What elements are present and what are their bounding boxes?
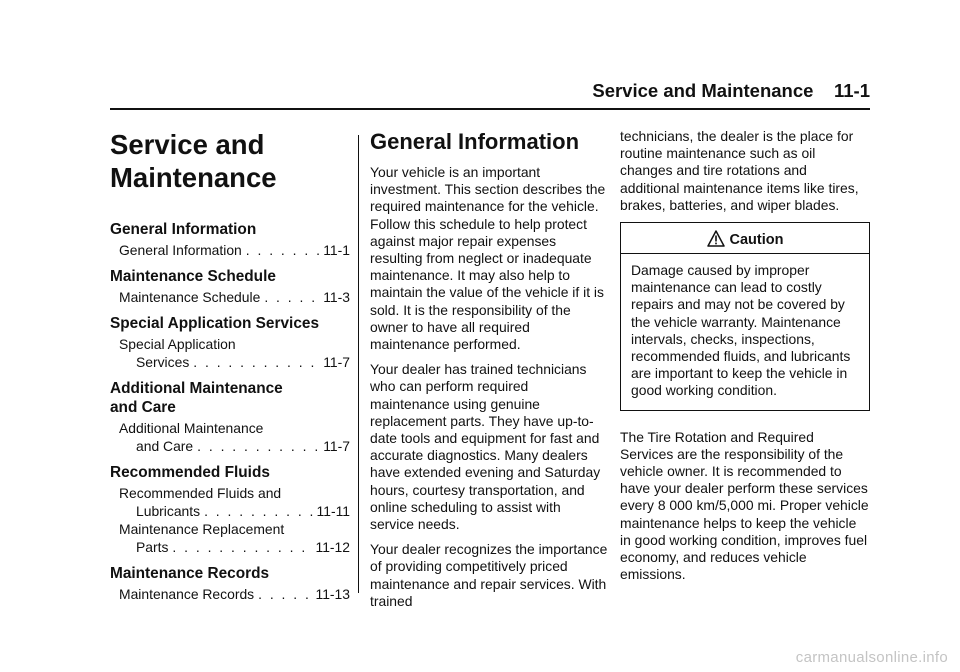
toc-page: 11-7: [323, 438, 350, 454]
watermark: carmanualsonline.info: [795, 649, 948, 666]
toc-entry[interactable]: Additional Maintenance and Care . . . 11-7: [110, 419, 350, 455]
toc-entry[interactable]: Maintenance Records . . . 11-13: [110, 585, 350, 603]
toc-entry[interactable]: Recommended Fluids and Lubricants . . . 11-11: [110, 484, 350, 520]
toc-heading: Maintenance Schedule: [110, 268, 276, 285]
paragraph: Your dealer has trained technicians who can perform required maintenance using genuine replacement parts. They have up-to-date tools and equipment for fast and accurate diagnostics. Many dealers have extended evening and Saturday hours, courtesy transportation, and online scheduling to assist with service needs.: [370, 361, 601, 533]
toc-entry[interactable]: Special Application Services . . . 11-7: [110, 335, 350, 371]
toc-section-recommended-fluids: [110, 463, 350, 556]
toc-heading: Additional Maintenance and Care: [110, 380, 283, 416]
toc-page: 11-12: [315, 539, 350, 555]
paragraph: The Tire Rotation and Required Services are the responsibility of the vehicle owner. It is recommended to have your dealer perform these services every 8 000 km/5,000 mi. Proper vehicle maintenance helps to keep the vehicle in good working condition, improves fuel economy, and reduces vehicle emissions.: [620, 428, 869, 583]
paragraph: Your dealer recognizes the importance of providing competitively priced maintenance and repair services. With trained: [370, 541, 608, 609]
toc-entry[interactable]: Maintenance Schedule . . . 11-3: [110, 288, 350, 306]
toc-section-maintenance-schedule: [110, 267, 350, 306]
chapter-title: Service and Maintenance: [110, 129, 277, 193]
toc-page: 11-13: [315, 586, 350, 602]
toc-section-additional-maintenance: [110, 379, 350, 455]
caution-text: Damage caused by improper maintenance can lead to costly repairs and may not be covered by the vehicle warranty. Maintenance intervals, checks, inspections, recommended fluids, and lubricants are important to keep the vehicle in good working condition.: [631, 262, 851, 399]
toc-page: 11-11: [316, 503, 350, 519]
toc-section-special-application-services: [110, 314, 350, 371]
toc-page: 11-3: [323, 289, 350, 305]
toc-heading: Maintenance Records: [110, 565, 270, 582]
header-title: Service and Maintenance 11-1: [592, 80, 870, 101]
toc-heading: General Information: [110, 221, 257, 238]
chapter-toc-column: [110, 128, 350, 611]
caution-header: [621, 223, 869, 254]
paragraph: technicians, the dealer is the place for routine maintenance such as oil changes and tire rotations and additional maintenance items like tires, brakes, batteries, and wiper blades.: [620, 128, 859, 213]
running-header: [100, 80, 870, 108]
paragraph: Your vehicle is an important investment. This section describes the required maintenance for the vehicle. Follow this schedule to help protect against major repair expenses resulting from neglect or inadequate maintenance. It may also help to maintain the value of the vehicle if it is sold. It is the responsibility of the owner to have all required maintenance performed.: [370, 164, 606, 353]
header-page-number: 11-1: [833, 80, 870, 101]
toc-entry[interactable]: Maintenance Replacement Parts . . . 11-12: [110, 520, 350, 556]
caution-label: Caution: [729, 232, 784, 249]
caution-box: [620, 222, 870, 411]
toc-page: 11-7: [323, 354, 350, 370]
toc-entry[interactable]: General Information . . . 11-1: [110, 241, 350, 259]
section-title: General Information: [370, 129, 580, 154]
header-rule: [110, 108, 870, 110]
toc-heading: Recommended Fluids: [110, 464, 270, 481]
column-divider: [358, 135, 359, 593]
toc-section-maintenance-records: [110, 564, 350, 603]
toc-page: 11-1: [323, 242, 350, 258]
body-column-3: [620, 128, 870, 591]
body-column-2: [370, 128, 608, 618]
toc-heading: Special Application Services: [110, 315, 319, 332]
caution-triangle-icon: [707, 230, 725, 247]
toc-section-general-information: [110, 220, 350, 259]
